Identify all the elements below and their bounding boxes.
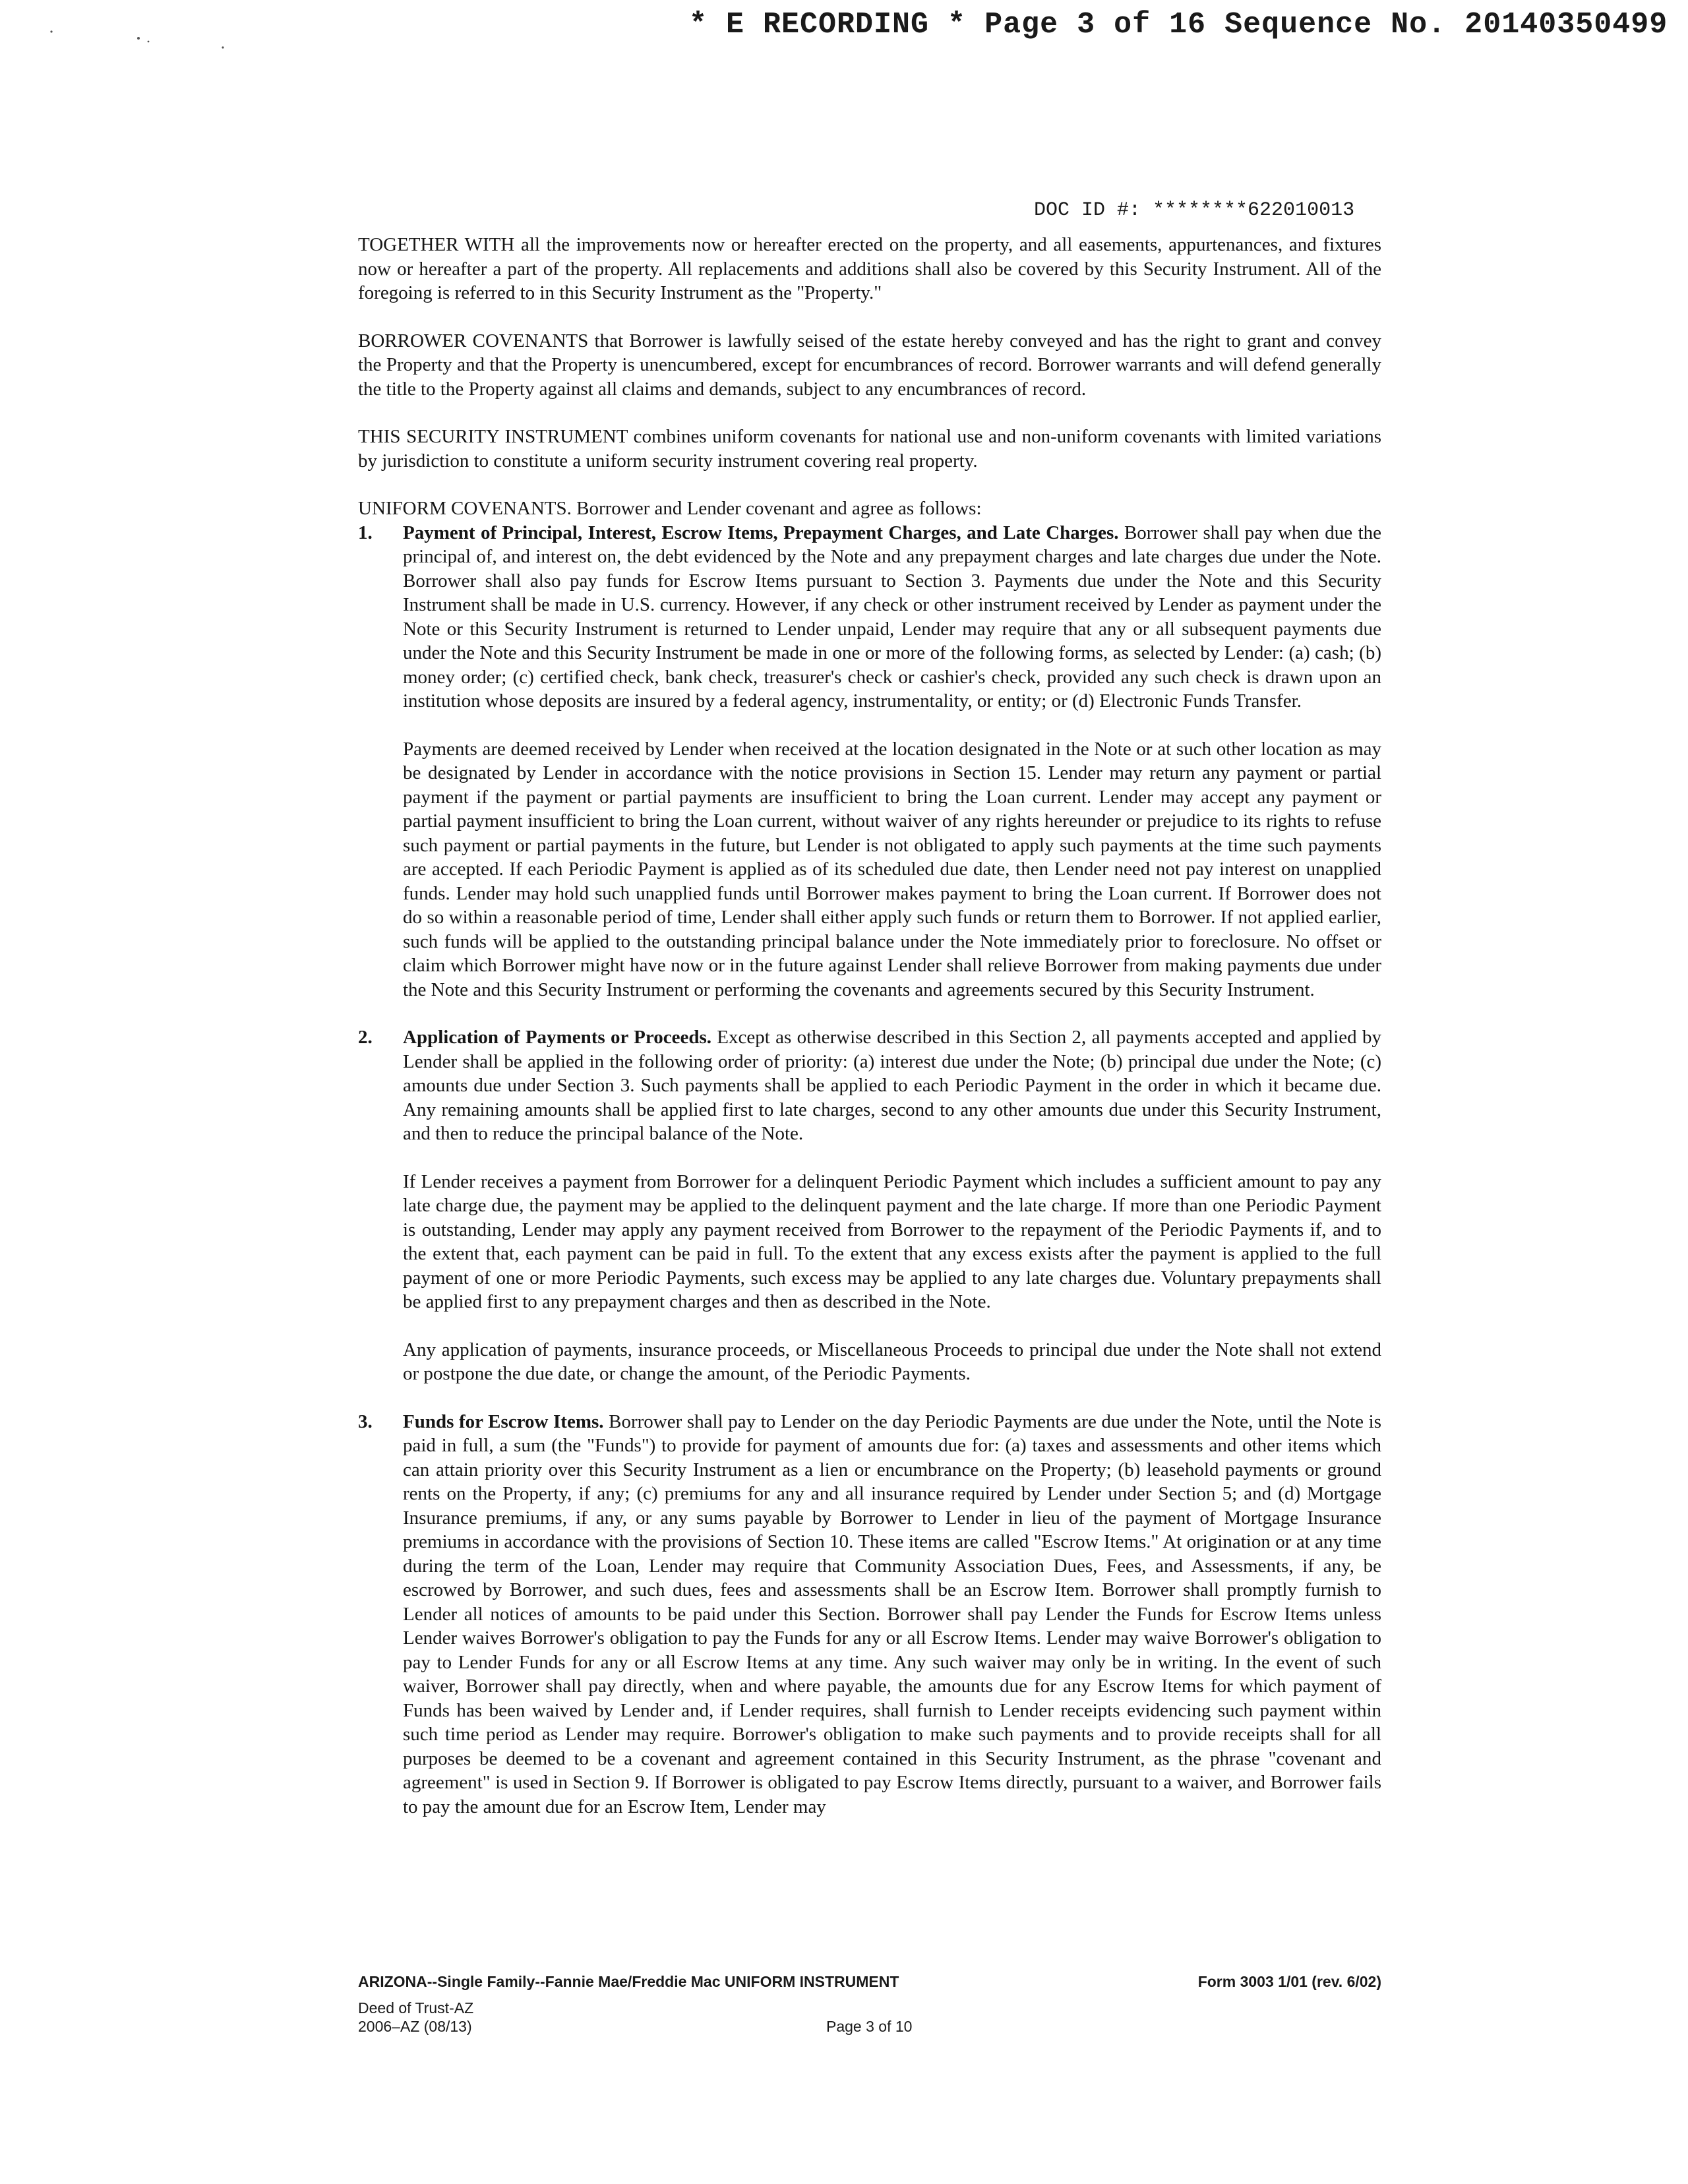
section-heading: Funds for Escrow Items. bbox=[403, 1410, 604, 1432]
covenant-section-1 bbox=[358, 521, 1381, 1002]
form-code: 2006–AZ (08/13) bbox=[358, 2018, 472, 2035]
section-heading: Application of Payments or Proceeds. bbox=[403, 1027, 711, 1048]
section-number: 3. bbox=[358, 1410, 373, 1432]
section-paragraph: Payments are deemed received by Lender when received at the location designated in the Note or at such other location as may be designated by Lender in accordance with the notice provisions in Section 15. Lender may return any payment or partial payment if the payment or partial payments are insufficient to bring the Loan current. Lender may accept any payment or partial payment insufficient to bring the Loan current, without waiver of any rights hereunder or prejudice to its rights to refuse such payment or partial payments in the future, but Lender is not obligated to apply such payments at the time such payments are accepted. If each Periodic Payment is applied as of its scheduled due date, then Lender need not pay interest on unapplied funds. Lender may hold such unapplied funds until Borrower makes payment to bring the Loan current. If Borrower does not do so within a reasonable period of time, Lender shall either apply such funds or return them to Borrower. If not applied earlier, such funds will be applied to the outstanding principal balance under the Note immediately prior to foreclosure. No offset or claim which Borrower might have now or in the future against Lender shall relieve Borrower from making payments due under the Note and this Security Instrument or performing the covenants and agreements secured by this Security Instrument. bbox=[403, 738, 1381, 1000]
section-paragraph: If Lender receives a payment from Borrower for a delinquent Periodic Payment which includes a sufficient amount to pay any late charge due, the payment may be applied to the delinquent payment and the late charge. If more than one Periodic Payment is outstanding, Lender may apply any payment received from Borrower to the repayment of the Periodic Payments if, and to the extent that, each payment can be paid in full. To the extent that any excess exists after the payment is applied to the full payment of one or more Periodic Payments, such excess may be applied to any late charges due. Voluntary prepayments shall be applied first to any prepayment charges and then as described in the Note. bbox=[403, 1170, 1381, 1312]
form-number: Form 3003 1/01 (rev. 6/02) bbox=[1197, 1973, 1381, 1990]
section-number: 2. bbox=[358, 1027, 373, 1048]
borrower-covenants-paragraph: BORROWER COVENANTS that Borrower is lawfully seised of the estate hereby conveyed and has the right to grant and convey the Property and that the Property is unencumbered, except for encumbrances of record. Borrower warrants and will defend generally the title to the Property against all claims and demands, subject to any encumbrances of record. bbox=[358, 330, 1381, 400]
section-text: Except as otherwise described in this Section 2, all payments accepted and applied by Lender shall be applied in the following order of priority: (a) interest due under the Note; (b) principal due under the Note; (c) amounts due under Section 3. Such payments shall be applied to each Periodic Payment in the order in which it became due. Any remaining amounts shall be applied first to late charges, second to any other amounts due under this Security Instrument, and then to reduce the principal balance of the Note. bbox=[403, 1027, 1381, 1144]
uniform-covenants-intro: UNIFORM COVENANTS. Borrower and Lender covenant and agree as follows: bbox=[358, 498, 982, 519]
recording-stamp: * E RECORDING * Page 3 of 16 Sequence No. 20140350499 bbox=[689, 8, 1668, 42]
section-text: Borrower shall pay to Lender on the day Periodic Payments are due under the Note, until the Note is paid in full, a sum (the "Funds") to provide for payment of amounts due for: (a) taxes and assessments and other items which can attain priority over this Security Instrument as a lien or encumbrance on the Property; (b) leasehold payments or ground rents on the Property, if any; (c) premiums for any and all insurance required by Lender under Section 5; and (d) Mortgage Insurance premiums, if any, or any sums payable by Borrower to Lender in lieu of the payment of Mortgage Insurance premiums in accordance with the provisions of Section 10. These items are called "Escrow Items." At origination or at any time during the term of the Loan, Lender may require that Community Association Dues, Fees, and Assessments, if any, be escrowed by Borrower, and such dues, fees and assessments shall be an Escrow Item. Borrower shall promptly furnish to Lender all notices of amounts to be paid under this Section. Borrower shall pay Lender the Funds for Escrow Items unless Lender waives Borrower's obligation to pay the Funds for any or all Escrow Items. Lender may waive Borrower's obligation to pay to Lender Funds for any or all Escrow Items at any time. Any such waiver may only be in writing. In the event of such waiver, Borrower shall pay directly, when and where payable, the amounts due for any Escrow Items for which payment of Funds has been waived by Lender and, if Lender requires, shall furnish to Lender receipts evidencing such payment within such time period as Lender may require. Borrower's obligation to make such payments and to provide receipts shall for all purposes be deemed to be a covenant and agreement contained in this Security Instrument, as the phrase "covenant and agreement" is used in Section 9. If Borrower is obligated to pay Escrow Items directly, pursuant to a waiver, and Borrower fails to pay the amount due for an Escrow Item, Lender may bbox=[403, 1410, 1381, 1817]
covenant-section-3 bbox=[358, 1410, 1381, 1819]
section-number: 1. bbox=[358, 522, 373, 543]
document-body bbox=[358, 233, 1381, 1819]
covenant-section-2 bbox=[358, 1025, 1381, 1386]
security-instrument-paragraph: THIS SECURITY INSTRUMENT combines uniform covenants for national use and non-uniform covenants with limited variations by jurisdiction to constitute a uniform security instrument covering real property. bbox=[358, 426, 1381, 471]
scan-specks bbox=[46, 26, 244, 53]
section-text: Borrower shall pay when due the principal of, and interest on, the debt evidenced by the Note and any prepayment charges and late charges due under the Note. Borrower shall also pay funds for Escrow Items pursuant to Section 3. Payments due under the Note and this Security Instrument shall be made in U.S. currency. However, if any check or other instrument received by Lender as payment under the Note or this Security Instrument is returned to Lender unpaid, Lender may require that any or all subsequent payments due under the Note and this Security Instrument be made in one or more of the following forms, as selected by Lender: (a) cash; (b) money order; (c) certified check, bank check, treasurer's check or cashier's check, provided any such check is drawn upon an institution whose deposits are insured by a federal agency, instrumentality, or entity; or (d) Electronic Funds Transfer. bbox=[403, 522, 1381, 712]
together-with-paragraph: TOGETHER WITH all the improvements now or hereafter erected on the property, and all easements, appurtenances, and fixtures now or hereafter a part of the property. All replacements and additions shall also be covered by this Security Instrument. All of the foregoing is referred to in this Security Instrument as the "Property." bbox=[358, 234, 1381, 303]
form-title: ARIZONA--Single Family--Fannie Mae/Freddie Mac UNIFORM INSTRUMENT bbox=[358, 1973, 899, 1990]
section-paragraph: Any application of payments, insurance proceeds, or Miscellaneous Proceeds to principal due under the Note shall not extend or postpone the due date, or change the amount, of the Periodic Payments. bbox=[403, 1339, 1381, 1384]
section-heading: Payment of Principal, Interest, Escrow Items, Prepayment Charges, and Late Charges. bbox=[403, 522, 1119, 543]
doc-id: DOC ID #: ********622010013 bbox=[1034, 199, 1355, 222]
deed-label: Deed of Trust-AZ bbox=[358, 1999, 474, 2017]
page-number: Page 3 of 10 bbox=[826, 2018, 913, 2035]
